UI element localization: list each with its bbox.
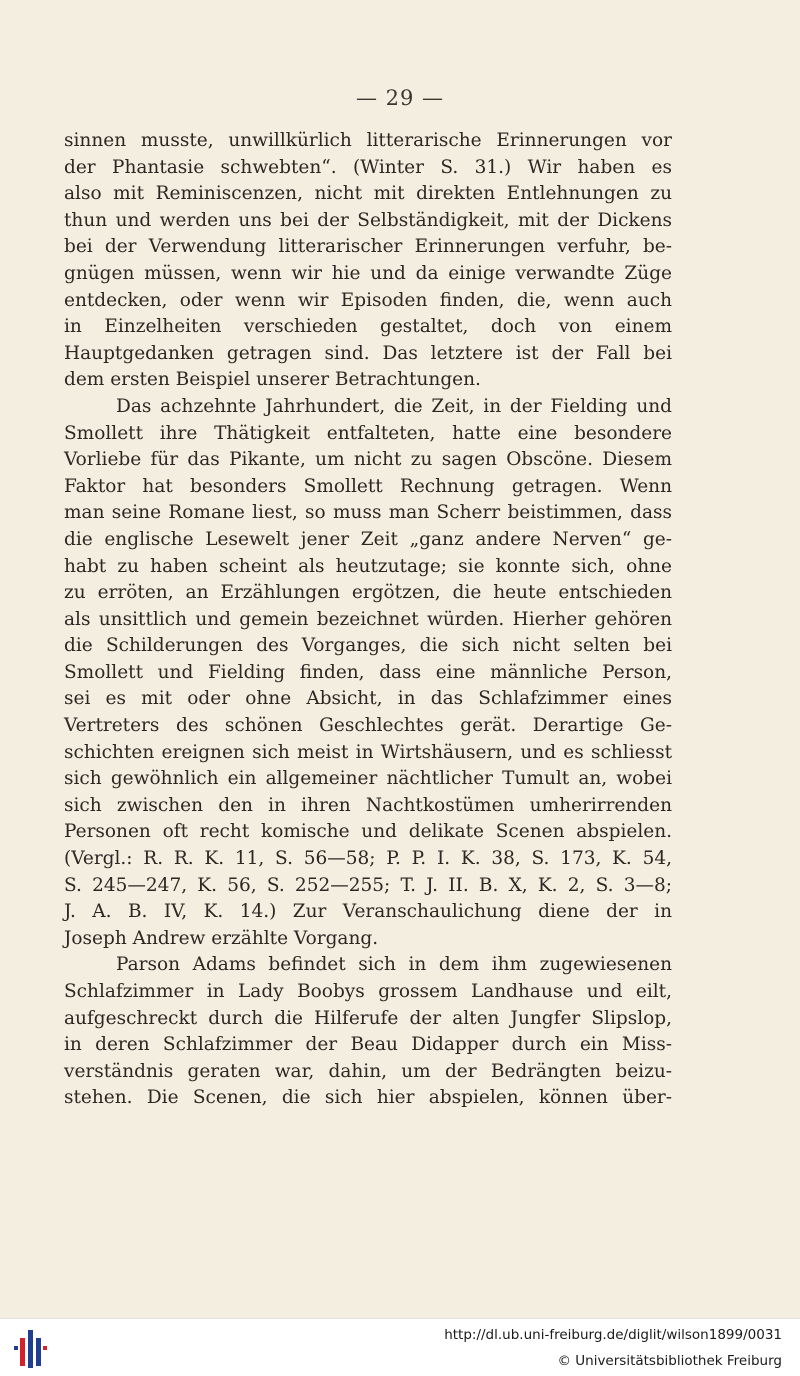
text-line: aufgeschreckt durch die Hilferufe der alten Jungfer Slipslop, — [64, 1007, 672, 1029]
text-line: der Phantasie schwebten“. (Winter S. 31.) Wir haben es — [64, 156, 672, 178]
footer-bar — [0, 1318, 800, 1376]
text-line: entdecken, oder wenn wir Episoden finden, die, wenn auch — [64, 289, 672, 311]
text-line: gnügen müssen, wenn wir hie und da einige verwandte Züge — [64, 262, 672, 284]
text-line: die englische Lesewelt jener Zeit „ganz andere Nerven“ ge- — [64, 528, 672, 550]
text-line: J. A. B. IV, K. 14.) Zur Veranschaulichung diene der in — [64, 901, 672, 923]
text-line: Personen oft recht komische und delikate Scenen abspielen. — [64, 821, 672, 843]
text-line: S. 245—247, K. 56, S. 252—255; T. J. II. B. X, K. 2, S. 3—8; — [64, 874, 672, 896]
text-line: Smollett und Fielding finden, dass eine männliche Person, — [64, 661, 672, 683]
text-line: als unsittlich und gemein bezeichnet würden. Hierher gehören — [64, 608, 672, 630]
text-line: dem ersten Beispiel unserer Betrachtungen. — [64, 369, 481, 391]
text-line: Smollett ihre Thätigkeit entfalteten, hatte eine besondere — [64, 422, 672, 444]
text-line: Parson Adams befindet sich in dem ihm zugewiesenen — [116, 954, 672, 976]
text-line: habt zu haben scheint als heutzutage; sie konnte sich, ohne — [64, 555, 672, 577]
text-line: thun und werden uns bei der Selbständigkeit, mit der Dickens — [64, 209, 672, 231]
text-line: Joseph Andrew erzählte Vorgang. — [64, 927, 379, 949]
text-line: in deren Schlafzimmer der Beau Didapper durch ein Miss- — [64, 1034, 672, 1056]
text-line: also mit Reminiscenzen, nicht mit direkten Entlehnungen zu — [64, 183, 672, 205]
text-line: Vorliebe für das Pikante, um nicht zu sagen Obscöne. Diesem — [64, 449, 672, 471]
library-logo-icon — [10, 1328, 50, 1370]
text-line: Das achzehnte Jahrhundert, die Zeit, in der Fielding und — [116, 395, 672, 417]
body-text — [64, 128, 672, 1112]
text-line: die Schilderungen des Vorganges, die sich nicht selten bei — [64, 635, 672, 657]
text-line: man seine Romane liest, so muss man Scherr beistimmen, dass — [64, 502, 672, 524]
text-line: Hauptgedanken getragen sind. Das letztere ist der Fall bei — [64, 342, 672, 364]
permalink-url[interactable]: http://dl.ub.uni-freiburg.de/diglit/wilson1899/0031 — [444, 1327, 782, 1343]
text-line: sinnen musste, unwillkürlich litterarische Erinnerungen vor — [64, 130, 672, 151]
text-line: sich zwischen den in ihren Nachtkostümen umherirrenden — [64, 794, 672, 816]
text-line: Schlafzimmer in Lady Boobys grossem Landhause und eilt, — [64, 981, 672, 1002]
text-line: Vertreters des schönen Geschlechtes gerät. Derartige Ge- — [64, 715, 672, 737]
text-line: bei der Verwendung litterarischer Erinnerungen verfuhr, be- — [64, 236, 672, 258]
text-line: sich gewöhnlich ein allgemeiner nächtlicher Tumult an, wobei — [64, 768, 672, 790]
text-line: sei es mit oder ohne Absicht, in das Schlafzimmer eines — [64, 688, 672, 710]
text-line: schichten ereignen sich meist in Wirtshäusern, und es schliesst — [64, 741, 672, 763]
text-line: verständnis geraten war, dahin, um der Bedrängten beizu- — [64, 1060, 672, 1082]
copyright-notice: © Universitätsbibliothek Freiburg — [557, 1353, 782, 1369]
text-line: (Vergl.: R. R. K. 11, S. 56—58; P. P. I. K. 38, S. 173, K. 54, — [64, 848, 672, 870]
text-line: in Einzelheiten verschieden gestaltet, doch von einem — [64, 316, 672, 338]
text-line: Faktor hat besonders Smollett Rechnung getragen. Wenn — [64, 475, 672, 497]
text-line: zu erröten, an Erzählungen ergötzen, die heute entschieden — [64, 582, 672, 604]
text-line: stehen. Die Scenen, die sich hier abspielen, können über- — [64, 1087, 672, 1109]
page-number: — 29 — — [355, 86, 445, 110]
